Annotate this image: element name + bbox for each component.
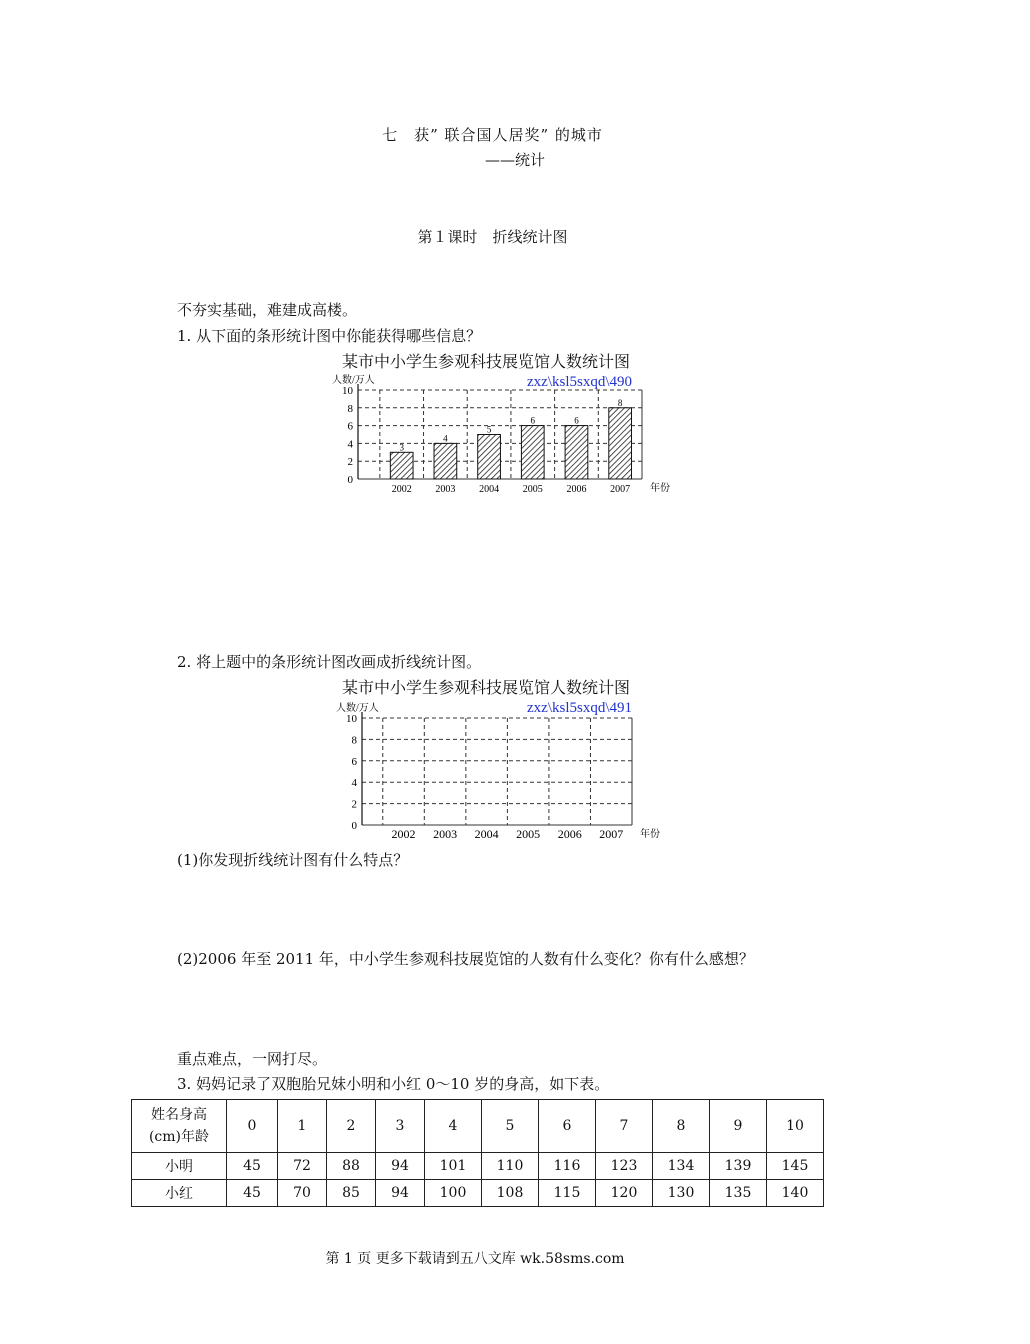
age-header: 10 [767, 1100, 824, 1153]
corner-label-bottom: (cm)年龄 [148, 1129, 210, 1145]
x-tick-label: 2002 [391, 484, 412, 495]
height-cell: 70 [278, 1180, 327, 1207]
height-cell: 116 [539, 1153, 596, 1180]
x-tick-label: 2004 [474, 827, 499, 841]
question-2-part-1: (1)你发现折线统计图有什么特点？ [177, 851, 409, 869]
bar [521, 426, 544, 479]
line-chart-title: 某市中小学生参观科技展览馆人数统计图 [342, 678, 631, 697]
height-cell: 134 [653, 1153, 710, 1180]
x-tick-label: 2002 [391, 827, 416, 841]
bar [609, 408, 632, 479]
y-tick-label: 10 [346, 713, 357, 725]
height-cell: 88 [327, 1153, 376, 1180]
age-header: 5 [482, 1100, 539, 1153]
height-cell: 139 [710, 1153, 767, 1180]
height-cell: 94 [376, 1153, 425, 1180]
line-chart-watermark: zxz\ksl5sxqd\491 [527, 700, 632, 716]
x-tick-label: 2005 [516, 827, 541, 841]
height-cell: 120 [596, 1180, 653, 1207]
question-1: 1. 从下面的条形统计图中你能获得哪些信息？ [177, 327, 482, 345]
height-cell: 94 [376, 1180, 425, 1207]
question-3: 3. 妈妈记录了双胞胎兄妹小明和小红 0～10 岁的身高，如下表。 [177, 1075, 610, 1093]
y-tick-label: 0 [351, 820, 357, 832]
age-header: 4 [425, 1100, 482, 1153]
bar-data-label: 5 [486, 424, 492, 435]
document-subtitle: ——统计 [484, 151, 545, 169]
height-cell: 45 [227, 1153, 278, 1180]
age-header: 6 [539, 1100, 596, 1153]
question-2-part-2: (2)2006 年至 2011 年，中小学生参观科技展览馆的人数有什么变化？你有什么感想？ [177, 950, 754, 968]
x-axis-title: 年份 [640, 829, 660, 840]
y-tick-label: 2 [347, 456, 353, 469]
y-tick-label: 4 [347, 438, 353, 451]
document-title: 七 获” 联合国人居奖” 的城市 [382, 126, 603, 144]
corner-label-top: 姓名身高 [151, 1107, 207, 1123]
page-footer: 第 1 页 更多下载请到五八文库 wk.58sms.com [325, 1251, 625, 1267]
height-cell: 110 [482, 1153, 539, 1180]
lesson-title: 第１课时 折线统计图 [417, 228, 568, 246]
bar-chart-watermark: zxz\ksl5sxqd\490 [527, 374, 632, 390]
height-cell: 135 [710, 1180, 767, 1207]
y-axis-title: 人数/万人 [336, 703, 379, 714]
section-heading-key-points: 重点难点，一网打尽。 [177, 1050, 328, 1068]
y-tick-label: 2 [351, 798, 357, 811]
age-header: 1 [278, 1100, 327, 1153]
x-axis-title: 年份 [650, 483, 670, 494]
y-tick-label: 0 [347, 474, 353, 486]
y-tick-label: 10 [342, 385, 353, 397]
y-tick-label: 8 [351, 734, 357, 747]
bar-chart-title: 某市中小学生参观科技展览馆人数统计图 [342, 352, 631, 371]
height-cell: 123 [596, 1153, 653, 1180]
age-header: 0 [227, 1100, 278, 1153]
bar [434, 443, 457, 479]
height-cell: 115 [539, 1180, 596, 1207]
question-2: 2. 将上题中的条形统计图改画成折线统计图。 [177, 653, 482, 671]
height-table [131, 1099, 824, 1207]
height-cell: 101 [425, 1153, 482, 1180]
x-tick-label: 2006 [557, 827, 582, 841]
y-axis-title: 人数/万人 [332, 375, 375, 386]
height-cell: 72 [278, 1153, 327, 1180]
age-header: 7 [596, 1100, 653, 1153]
row-name: 小明 [132, 1153, 227, 1180]
height-cell: 85 [327, 1180, 376, 1207]
x-tick-label: 2004 [479, 484, 500, 495]
age-header: 3 [376, 1100, 425, 1153]
row-name: 小红 [132, 1180, 227, 1207]
y-tick-label: 6 [351, 755, 357, 768]
bar-data-label: 6 [530, 415, 536, 426]
bar-chart [330, 368, 670, 498]
bar-data-label: 4 [443, 433, 448, 444]
table-header-row [132, 1100, 824, 1153]
x-tick-label: 2003 [435, 484, 456, 495]
x-tick-label: 2007 [610, 484, 631, 495]
x-tick-label: 2003 [433, 827, 458, 841]
section-heading-basics: 不夯实基础，难建成高楼。 [177, 301, 358, 319]
x-tick-label: 2007 [599, 827, 624, 841]
height-cell: 100 [425, 1180, 482, 1207]
height-cell: 145 [767, 1153, 824, 1180]
bar-data-label: 3 [399, 442, 404, 453]
age-header: 2 [327, 1100, 376, 1153]
y-tick-label: 4 [351, 777, 357, 790]
height-cell: 140 [767, 1180, 824, 1207]
table-row [132, 1153, 824, 1180]
age-header: 8 [653, 1100, 710, 1153]
age-header: 9 [710, 1100, 767, 1153]
height-cell: 130 [653, 1180, 710, 1207]
bar [390, 452, 413, 479]
table-corner-header [132, 1100, 227, 1153]
line-chart-grid [330, 695, 660, 843]
bar-data-label: 8 [617, 397, 623, 408]
y-tick-label: 8 [347, 402, 353, 415]
bar-data-label: 6 [574, 415, 579, 426]
x-tick-label: 2005 [522, 484, 543, 495]
bar [478, 435, 501, 480]
x-tick-label: 2006 [566, 484, 587, 495]
y-tick-label: 6 [347, 420, 353, 433]
height-cell: 108 [482, 1180, 539, 1207]
table-row [132, 1180, 824, 1207]
height-cell: 45 [227, 1180, 278, 1207]
bar [565, 426, 588, 479]
